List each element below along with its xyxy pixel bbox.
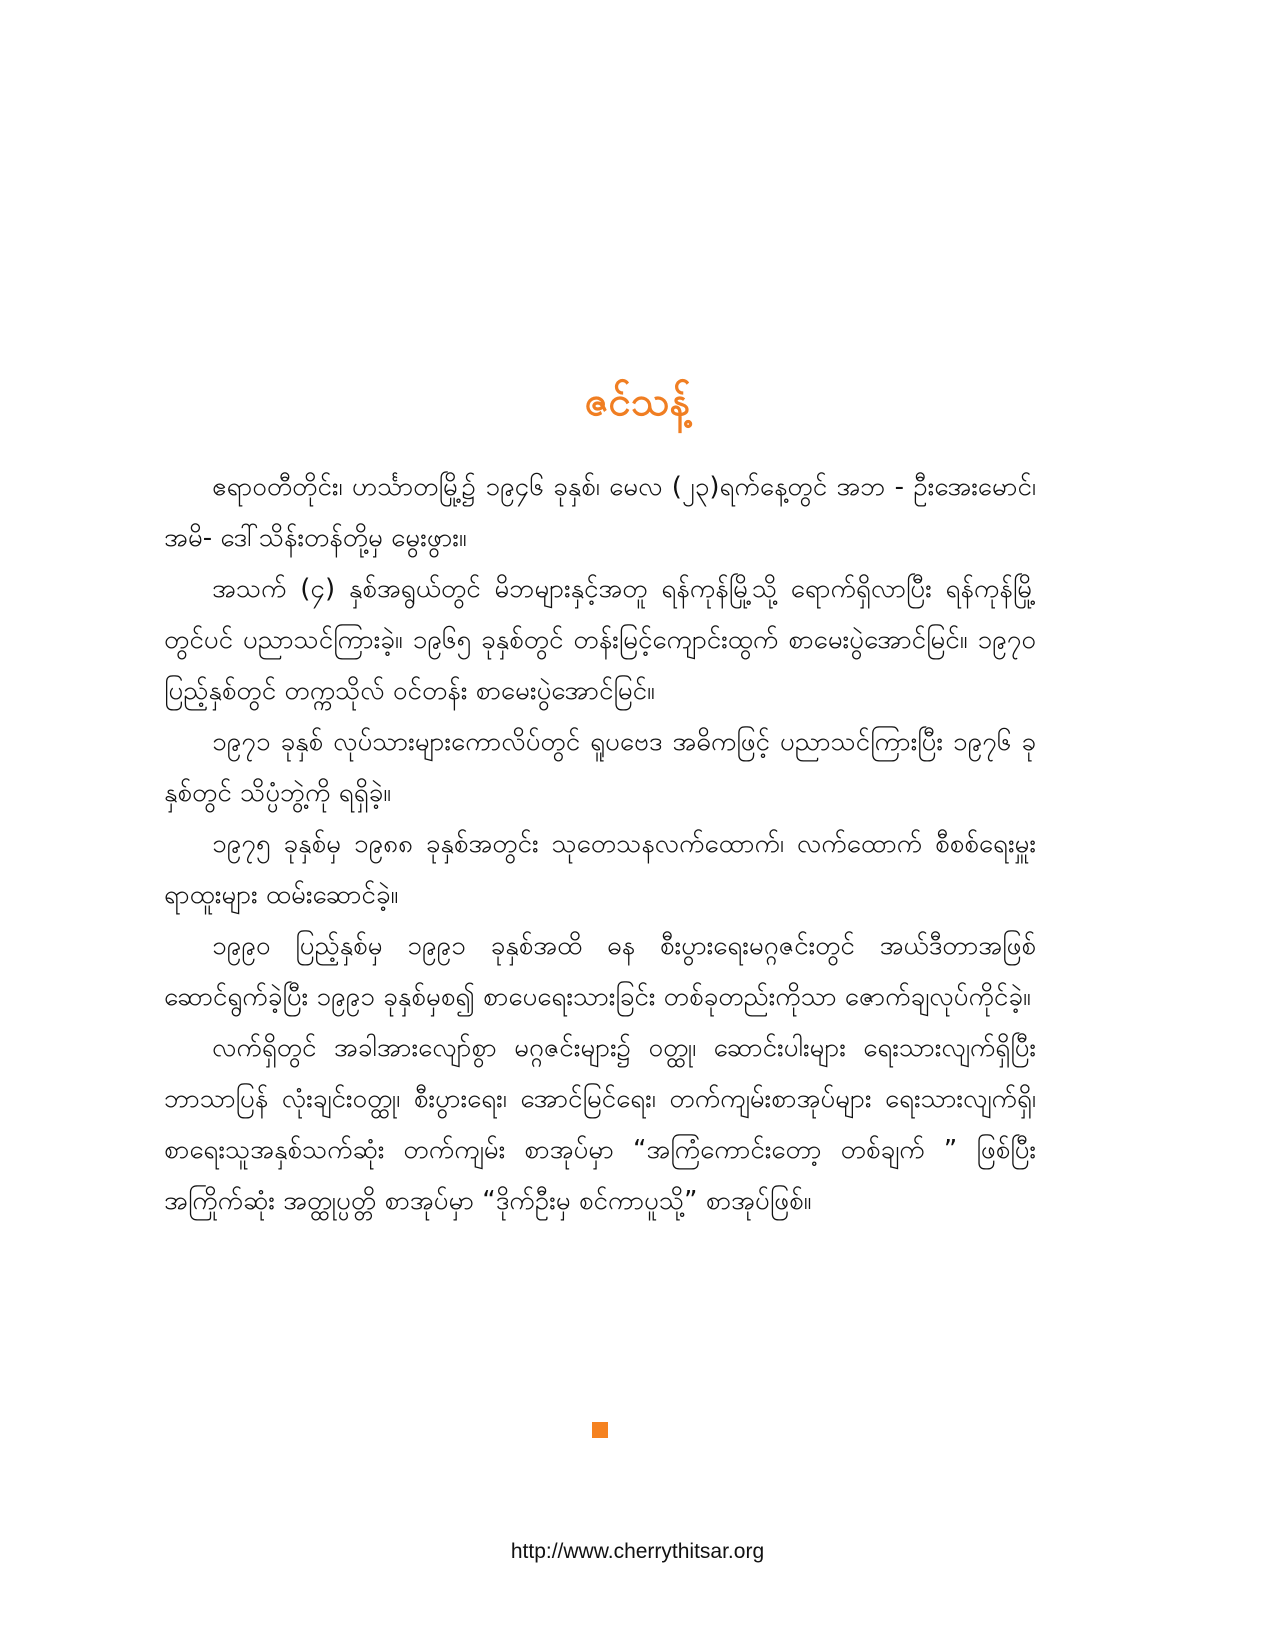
paragraph-career-editor: ၁၉၉၀ ပြည့်နှစ်မှ ၁၉၉၁ ခုနှစ်အထိ ဓန စီးပွားရေးမဂ္ဂဇင်းတွင် အယ်ဒီတာအဖြစ် ဆောင်ရွက်ခဲ့ပြီး ၁၉၉၁ ခုနှစ်မှစ၍ စာပေရေးသားခြင်း တစ်ခုတည်းကိုသာ ဇောက်ချလုပ်ကိုင်ခဲ့။ <box>164 931 1036 1012</box>
page-title: ဇင်သန့် <box>584 379 691 425</box>
paragraph-career-research: ၁၉၇၅ ခုနှစ်မှ ၁၉၈၈ ခုနှစ်အတွင်း သုတေသနလက်ထောက်၊ လက်ထောက် စီစစ်ရေးမှူးရာထူးများ ထမ်းဆောင်ခဲ့။ <box>164 829 1036 910</box>
biography-body <box>164 462 1036 1227</box>
paragraph-education-early: အသက် (၄) နှစ်အရွယ်တွင် မိဘများနှင့်အတူ ရန်ကုန်မြို့သို့ ရောက်ရှိလာပြီး ရန်ကုန်မြို့တွင်ပင် ပညာသင်ကြားခဲ့။ ၁၉၆၅ ခုနှစ်တွင် တန်းမြင့်ကျောင်းထွက် စာမေးပွဲအောင်မြင်။ ၁၉၇၀ ပြည့်နှစ်တွင် တက္ကသိုလ် ဝင်တန်း စာမေးပွဲအောင်မြင်။ <box>164 574 1036 706</box>
paragraph-current-work: လက်ရှိတွင် အခါအားလျော်စွာ မဂ္ဂဇင်းများ၌ ဝတ္ထု၊ ဆောင်းပါးများ ရေးသားလျက်ရှိပြီး ဘာသာပြန် လုံးချင်းဝတ္ထု၊ စီးပွားရေး၊ အောင်မြင်ရေး၊ တက်ကျမ်းစာအုပ်များ ရေးသားလျက်ရှိ၊ စာရေးသူအနှစ်သက်ဆုံး တက်ကျမ်း စာအုပ်မှာ “အကြံကောင်းတော့ တစ်ချက် ” ဖြစ်ပြီး အကြိုက်ဆုံး အတ္ထုပ္ပတ္တိ စာအုပ်မှာ “ဒိုက်ဦးမှ စင်ကာပူသို့” စာအုပ်ဖြစ်။ <box>164 1033 1036 1216</box>
footer-url[interactable]: http://www.cherrythitsar.org <box>510 1540 765 1563</box>
paragraph-birth: ဧရာဝတီတိုင်း၊ ဟင်္သာတမြို့၌ ၁၉၄၆ ခုနှစ်၊ မေလ (၂၃)ရက်နေ့တွင် အဘ - ဦးအေးမောင်၊ အမိ- ဒေါ်သိန်းတန်တို့မှ မွေးဖွား။ <box>164 472 1036 553</box>
paragraph-degree: ၁၉၇၁ ခုနှစ် လုပ်သားများကောလိပ်တွင် ရူပဗေဒ အဓိကဖြင့် ပညာသင်ကြားပြီး ၁၉၇၆ ခုနှစ်တွင် သိပ္ပံဘွဲ့ကို ရရှိခဲ့။ <box>164 727 1036 808</box>
end-of-text-square-icon <box>592 1422 608 1438</box>
